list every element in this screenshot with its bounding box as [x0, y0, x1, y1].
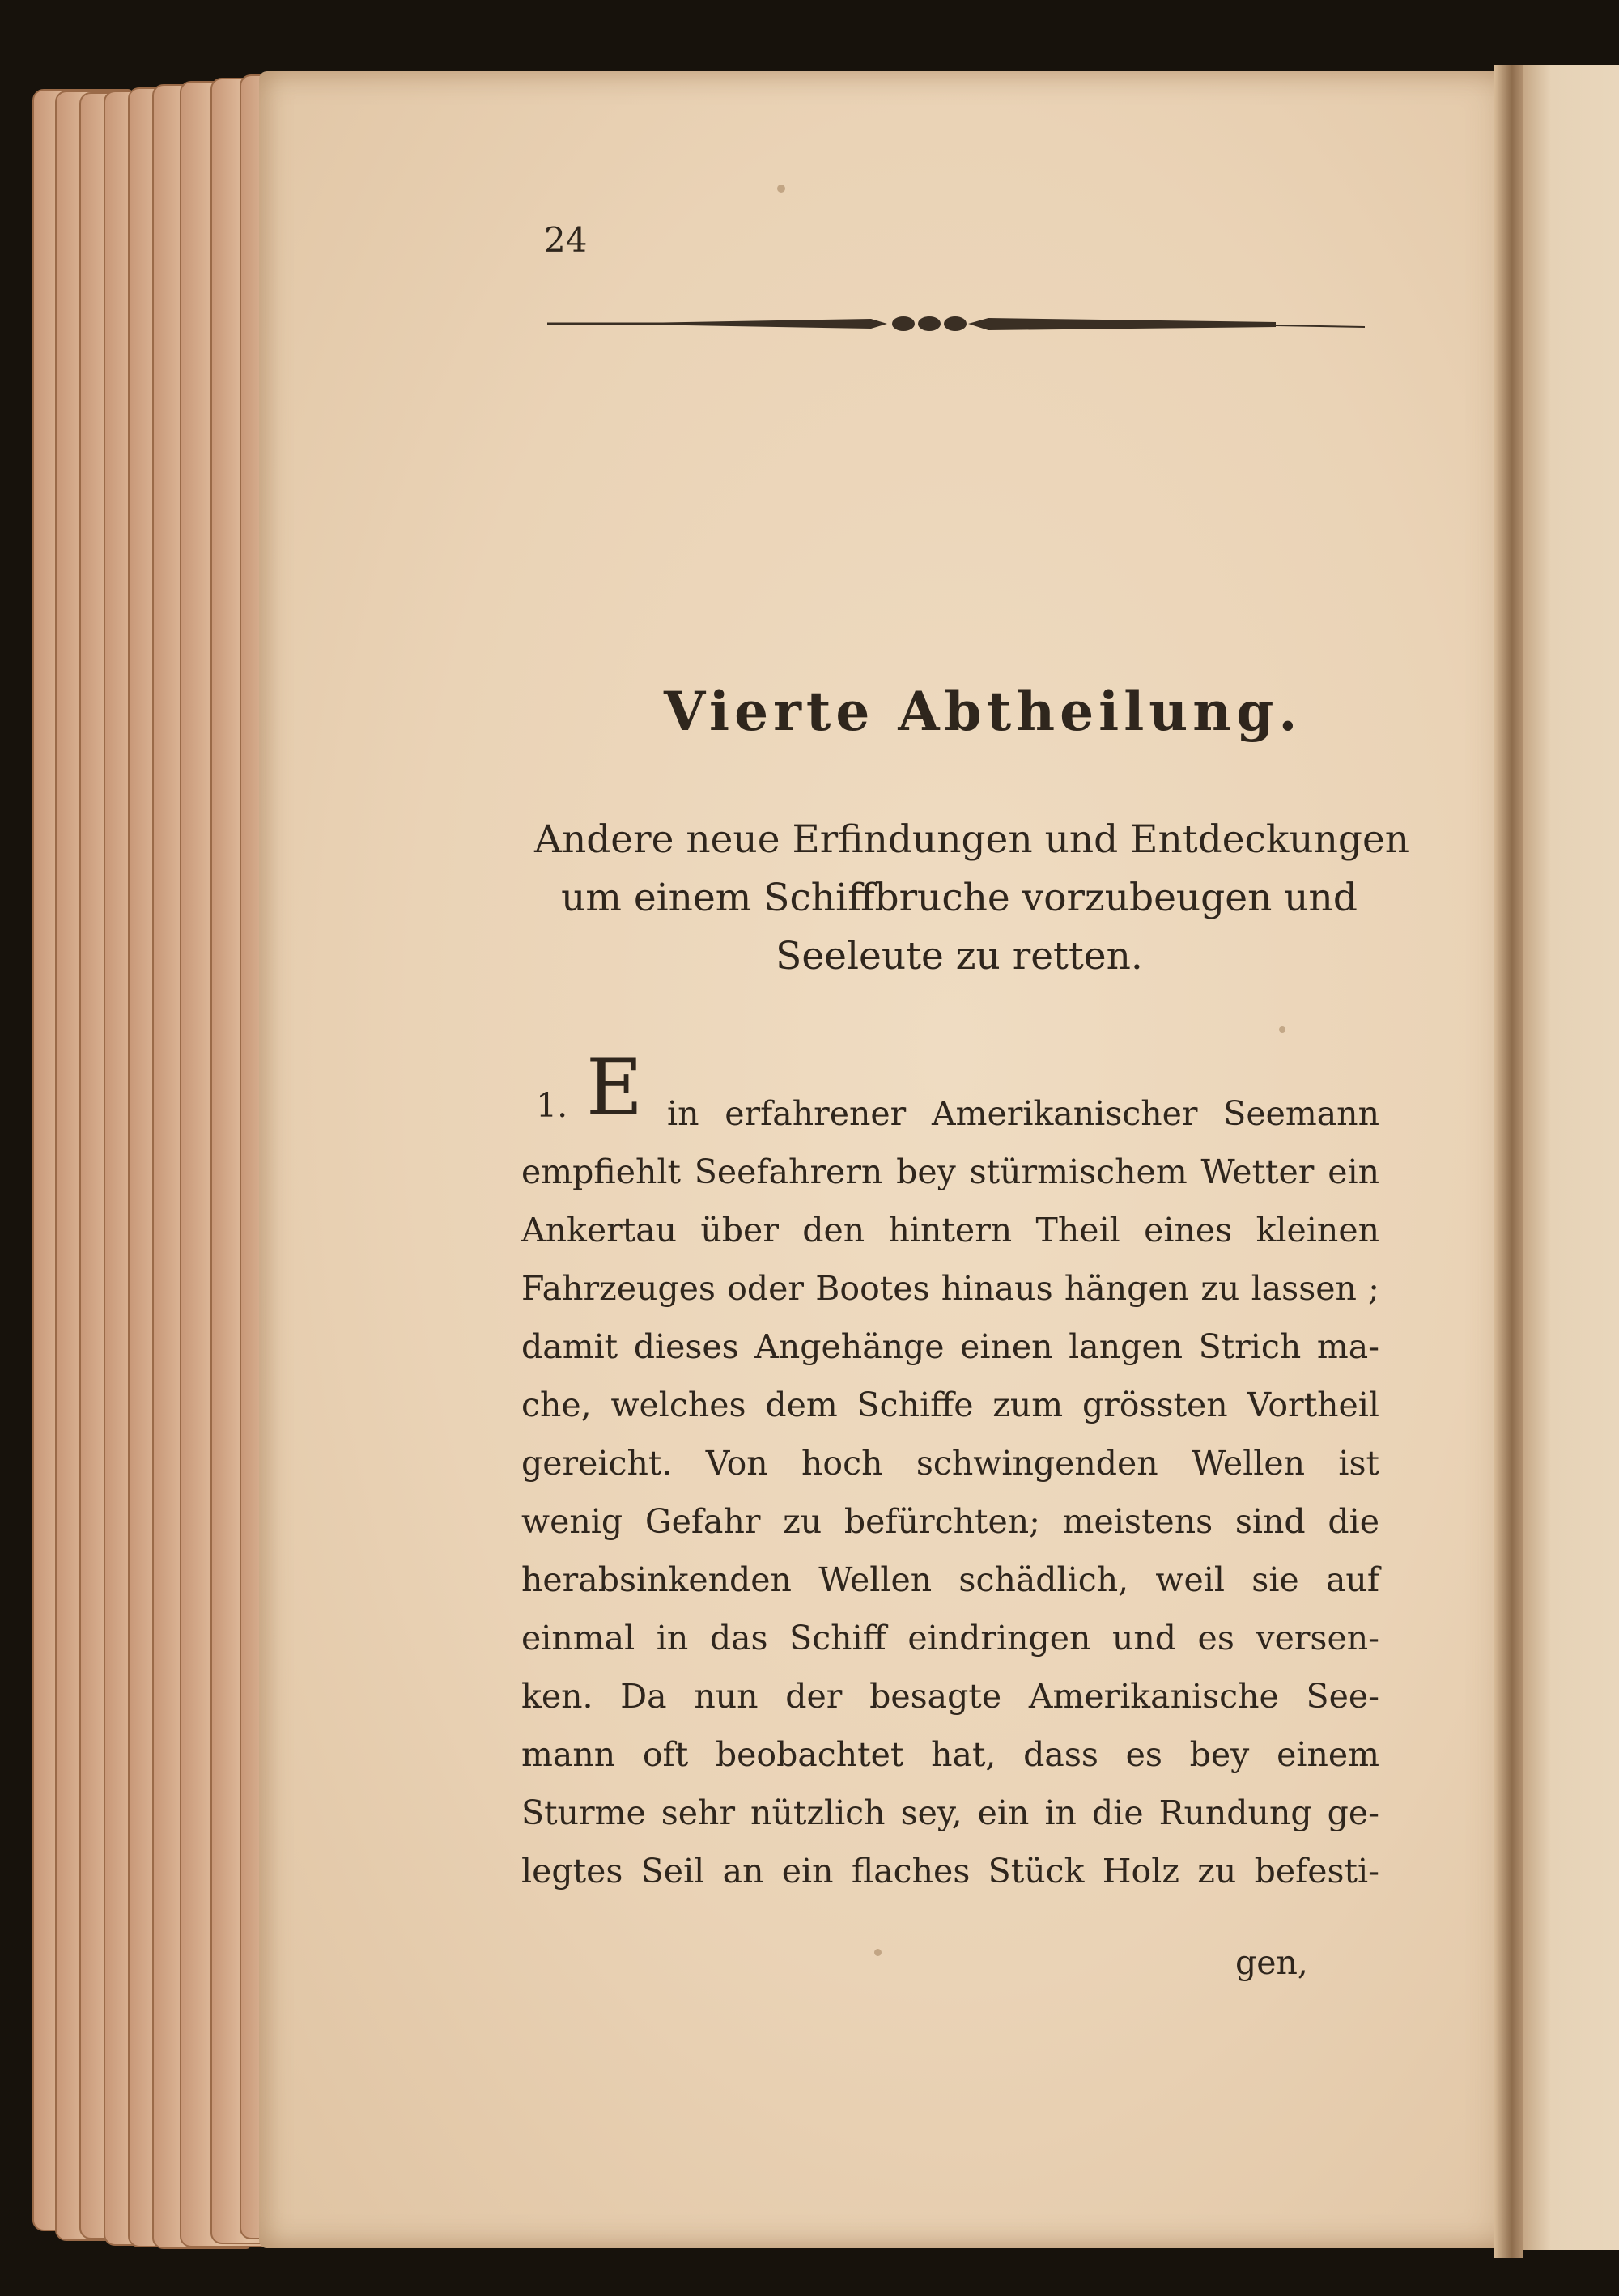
chapter-subheading: [534, 817, 1410, 992]
text-line: damit dieses Angehänge einen langen Strich ma-: [521, 1327, 1379, 1366]
text-line: ken. Da nun der besagte Amerikanische See-: [521, 1677, 1379, 1716]
text-line: herabsinkenden Wellen schädlich, weil sie auf: [521, 1560, 1379, 1599]
text-line: Fahrzeuges oder Bootes hinaus hängen zu lassen ;: [521, 1269, 1379, 1308]
text-line: einmal in das Schiff eindringen und es versen-: [521, 1619, 1379, 1657]
paragraph-number: 1.: [536, 1086, 568, 1125]
first-line: [521, 1042, 1379, 1143]
body-paragraph: [521, 1042, 1379, 1900]
drop-cap: E: [586, 1042, 644, 1133]
ornament-rule: [547, 314, 1365, 338]
text-line: Sturme sehr nützlich sey, ein in die Rundung ge-: [521, 1793, 1379, 1832]
catchword: gen,: [1235, 1943, 1308, 1982]
paper-spot: [777, 185, 785, 193]
subheading-line: um einem Schiffbruche vorzubeugen und: [561, 876, 1358, 920]
text-line: che, welches dem Schiffe zum grössten Vortheil: [521, 1386, 1379, 1424]
paper-spot: [1279, 1026, 1285, 1033]
text-line: Ankertau über den hintern Theil eines kleinen: [521, 1211, 1379, 1250]
paper-spot: [874, 1949, 882, 1956]
text-line: legtes Seil an ein flaches Stück Holz zu befesti-: [521, 1852, 1379, 1891]
adjacent-page: [1512, 65, 1619, 2250]
subheading-line: Andere neue Erfindungen und Entdeckungen: [534, 817, 1410, 862]
subheading-line: Seeleute zu retten.: [776, 934, 1143, 978]
text-line: in erfahrener Amerikanischer Seemann: [667, 1094, 1379, 1133]
text-line: empfiehlt Seefahrern bey stürmischem Wetter ein: [521, 1152, 1379, 1191]
book-gutter: [1494, 65, 1523, 2258]
text-line: wenig Gefahr zu befürchten; meistens sind die: [521, 1502, 1379, 1541]
page-number: 24: [544, 220, 588, 260]
chapter-heading: Vierte Abtheilung.: [664, 680, 1302, 743]
text-line: gereicht. Von hoch schwingenden Wellen ist: [521, 1444, 1379, 1483]
text-line: mann oft beobachtet hat, dass es bey einem: [521, 1735, 1379, 1774]
